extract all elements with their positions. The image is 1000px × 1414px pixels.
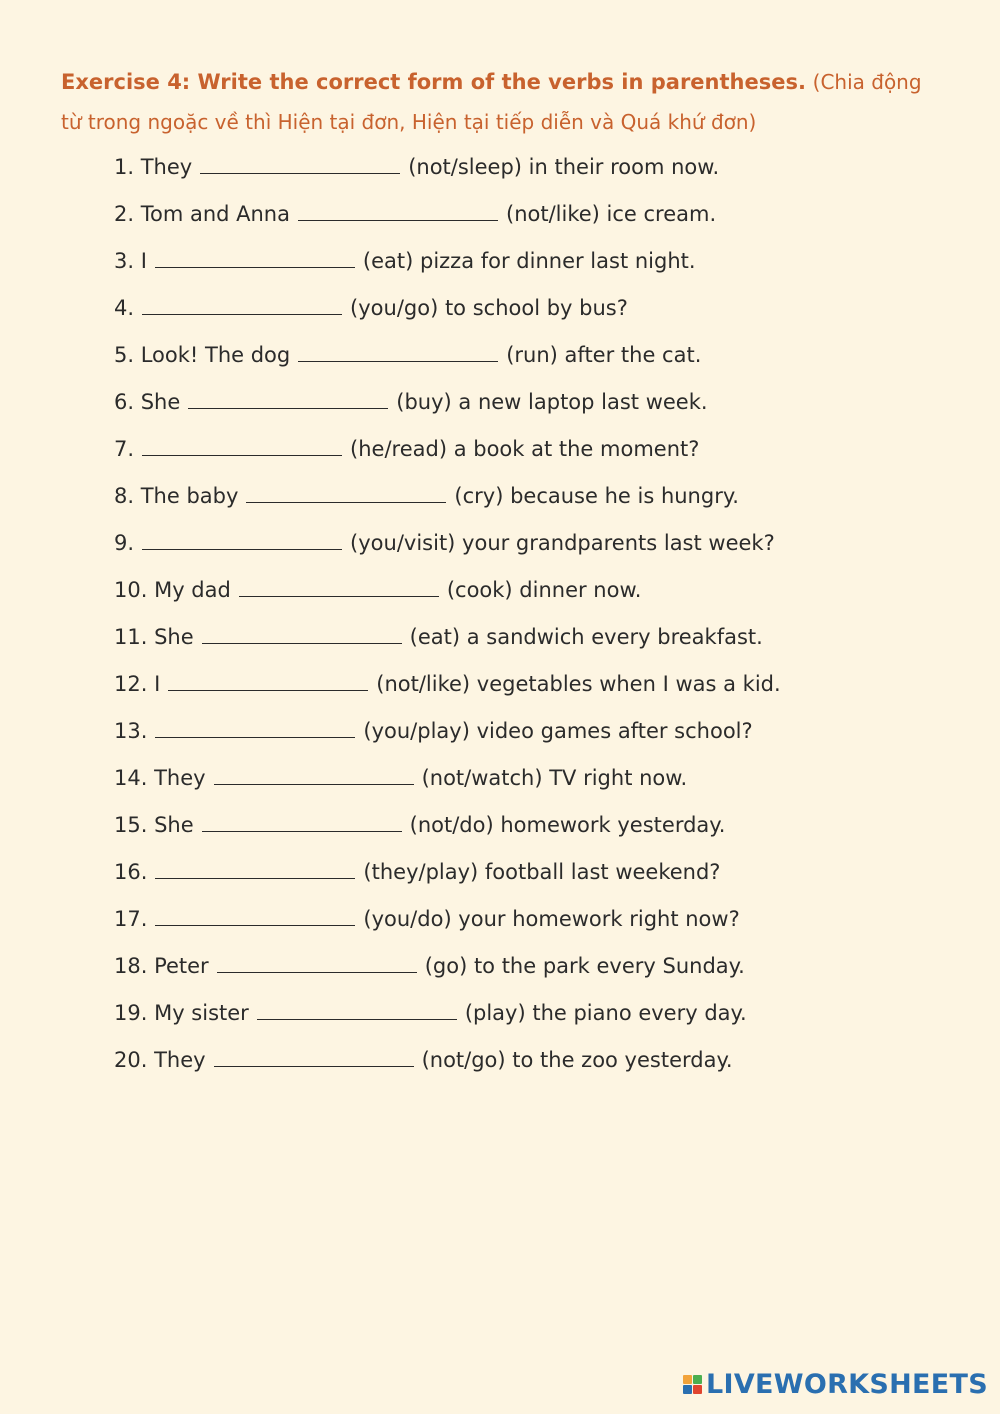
item-prefix: 4. [114, 296, 135, 320]
item-suffix: (you/play) video games after school? [363, 719, 753, 743]
exercise-item-20 [114, 1043, 781, 1090]
item-prefix: 14. They [114, 766, 206, 790]
answer-blank-6[interactable] [188, 388, 388, 409]
answer-blank-9[interactable] [142, 529, 342, 550]
exercise-item-16 [114, 855, 781, 902]
item-prefix: 11. She [114, 625, 194, 649]
item-prefix: 13. [114, 719, 148, 743]
item-prefix: 1. They [114, 155, 193, 179]
exercise-item-13 [114, 714, 781, 761]
answer-blank-7[interactable] [142, 435, 342, 456]
answer-blank-16[interactable] [155, 858, 355, 879]
answer-blank-1[interactable] [200, 153, 400, 174]
exercise-item-6 [114, 385, 781, 432]
item-suffix: (they/play) football last weekend? [363, 860, 721, 884]
logo-square [683, 1385, 692, 1394]
answer-blank-18[interactable] [217, 952, 417, 973]
item-suffix: (play) the piano every day. [464, 1001, 747, 1025]
item-suffix: (go) to the park every Sunday. [424, 954, 745, 978]
item-suffix: (you/go) to school by bus? [350, 296, 628, 320]
item-prefix: 8. The baby [114, 484, 239, 508]
item-prefix: 17. [114, 907, 148, 931]
answer-blank-10[interactable] [239, 576, 439, 597]
exercise-item-4 [114, 291, 781, 338]
item-suffix: (buy) a new laptop last week. [396, 390, 708, 414]
item-prefix: 18. Peter [114, 954, 209, 978]
exercise-item-3 [114, 244, 781, 291]
item-suffix: (not/watch) TV right now. [421, 766, 688, 790]
item-prefix: 10. My dad [114, 578, 231, 602]
exercise-item-2 [114, 197, 781, 244]
item-suffix: (eat) a sandwich every breakfast. [409, 625, 763, 649]
item-suffix: (eat) pizza for dinner last night. [362, 249, 696, 273]
answer-blank-19[interactable] [257, 999, 457, 1020]
exercise-item-5 [114, 338, 781, 385]
answer-blank-4[interactable] [142, 294, 342, 315]
exercise-item-10 [114, 573, 781, 620]
exercise-item-9 [114, 526, 781, 573]
item-suffix: (run) after the cat. [506, 343, 702, 367]
exercise-item-8 [114, 479, 781, 526]
exercise-item-1 [114, 150, 781, 197]
item-prefix: 16. [114, 860, 148, 884]
exercise-item-15 [114, 808, 781, 855]
exercise-item-17 [114, 902, 781, 949]
item-prefix: 15. She [114, 813, 194, 837]
item-suffix: (not/go) to the zoo yesterday. [421, 1048, 733, 1072]
liveworksheets-brand [683, 1369, 988, 1400]
exercise-item-11 [114, 620, 781, 667]
item-suffix: (not/like) vegetables when I was a kid. [376, 672, 781, 696]
exercise-item-14 [114, 761, 781, 808]
answer-blank-8[interactable] [246, 482, 446, 503]
answer-blank-20[interactable] [214, 1046, 414, 1067]
exercise-item-18 [114, 949, 781, 996]
answer-blank-13[interactable] [155, 717, 355, 738]
answer-blank-15[interactable] [202, 811, 402, 832]
liveworksheets-logo-icon [683, 1375, 702, 1394]
item-suffix: (cook) dinner now. [446, 578, 642, 602]
item-suffix: (not/like) ice cream. [506, 202, 717, 226]
exercise-list [114, 150, 781, 1090]
answer-blank-2[interactable] [298, 200, 498, 221]
exercise-heading [61, 62, 941, 142]
item-suffix: (cry) because he is hungry. [454, 484, 739, 508]
item-prefix: 7. [114, 437, 135, 461]
item-prefix: 9. [114, 531, 135, 555]
answer-blank-12[interactable] [168, 670, 368, 691]
item-prefix: 12. I [114, 672, 161, 696]
brand-name: LIVEWORKSHEETS [705, 1369, 988, 1400]
answer-blank-11[interactable] [202, 623, 402, 644]
item-prefix: 20. They [114, 1048, 206, 1072]
item-prefix: 19. My sister [114, 1001, 249, 1025]
item-suffix: (not/do) homework yesterday. [409, 813, 726, 837]
item-prefix: 3. I [114, 249, 147, 273]
logo-square [693, 1385, 702, 1394]
answer-blank-5[interactable] [298, 341, 498, 362]
exercise-note: (Chia động từ trong ngoặc về thì Hiện tại đơn, Hiện tại tiếp diễn và Quá khứ đơn) [61, 70, 922, 134]
item-suffix: (he/read) a book at the moment? [350, 437, 700, 461]
answer-blank-17[interactable] [155, 905, 355, 926]
exercise-item-19 [114, 996, 781, 1043]
item-suffix: (you/visit) your grandparents last week? [350, 531, 775, 555]
item-suffix: (you/do) your homework right now? [363, 907, 740, 931]
item-prefix: 5. Look! The dog [114, 343, 291, 367]
item-suffix: (not/sleep) in their room now. [408, 155, 720, 179]
logo-square [693, 1375, 702, 1384]
logo-square [683, 1375, 692, 1384]
exercise-instruction: Exercise 4: Write the correct form of the verbs in parentheses. [61, 70, 806, 94]
answer-blank-14[interactable] [214, 764, 414, 785]
item-prefix: 6. She [114, 390, 181, 414]
exercise-item-7 [114, 432, 781, 479]
answer-blank-3[interactable] [155, 247, 355, 268]
item-prefix: 2. Tom and Anna [114, 202, 290, 226]
exercise-item-12 [114, 667, 781, 714]
